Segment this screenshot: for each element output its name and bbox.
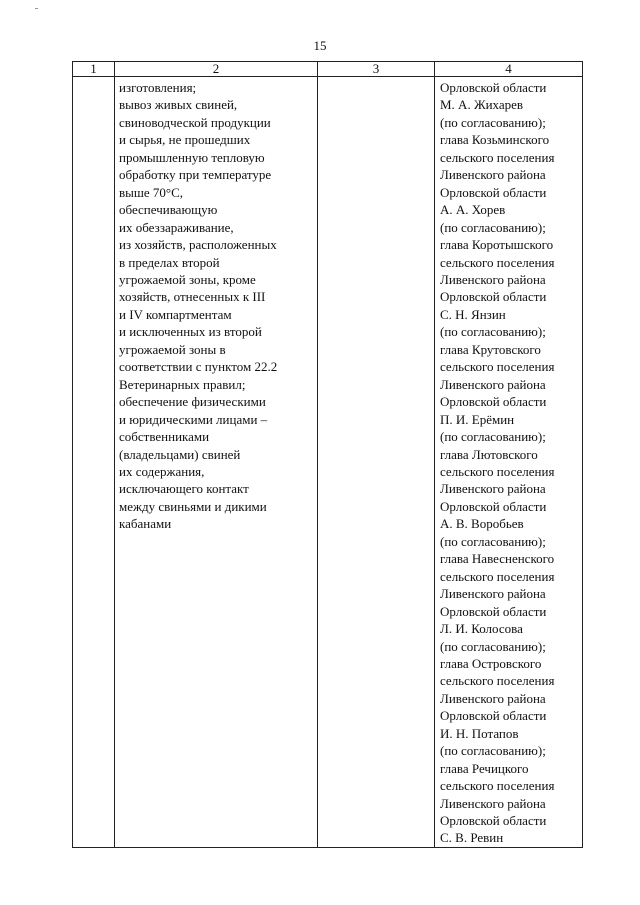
- table-header-row: [73, 62, 583, 77]
- responsible-line: Ливенского района: [440, 586, 546, 602]
- measure-line: свиноводческой продукции: [119, 114, 271, 130]
- measure-line: и исключенных из второй: [119, 324, 262, 340]
- responsible-line: П. И. Ерёмин: [440, 411, 515, 427]
- measure-line: изготовления;: [119, 80, 197, 95]
- responsible-line: Орловской области: [440, 289, 547, 305]
- responsible-line: Орловской области: [440, 603, 547, 619]
- measure-line: и IV компартментам: [119, 306, 232, 322]
- measure-line: между свиньями и дикими: [119, 498, 267, 514]
- responsible-line: Орловской области: [440, 184, 547, 200]
- responsible-line: (по согласованию);: [440, 638, 546, 654]
- measure-line: в пределах второй: [119, 254, 220, 270]
- measure-line: вывоз живых свиней,: [119, 97, 238, 113]
- responsible-line: Л. И. Колосова: [440, 621, 523, 637]
- measure-line: их содержания,: [119, 463, 205, 479]
- responsible-line: сельского поселения: [440, 568, 555, 584]
- responsible-line: Орловской области: [440, 498, 547, 514]
- responsible-line: И. Н. Потапов: [440, 725, 519, 741]
- measure-line: кабанами: [119, 516, 172, 532]
- measure-line: обработку при температуре: [119, 167, 272, 183]
- responsible-line: (по согласованию);: [440, 743, 546, 759]
- responsible-line: (по согласованию);: [440, 324, 546, 340]
- measure-line: угрожаемой зоны в: [119, 341, 226, 357]
- responsible-line: глава Островского: [440, 655, 542, 671]
- responsible-line: Орловской области: [440, 394, 547, 410]
- responsible-line: С. В. Ревин: [440, 830, 504, 846]
- column-header-1: 1: [73, 62, 115, 77]
- measure-line: угрожаемой зоны, кроме: [119, 271, 256, 287]
- responsible-line: (по согласованию);: [440, 114, 546, 130]
- responsible-line: С. Н. Янзин: [440, 306, 506, 322]
- responsible-line: сельского поселения: [440, 254, 555, 270]
- measure-text: [115, 77, 317, 533]
- column-header-3: 3: [318, 62, 435, 77]
- measure-line: соответствии с пунктом 22.2: [119, 359, 278, 375]
- responsible-line: Ливенского района: [440, 271, 546, 287]
- responsible-line: Ливенского района: [440, 795, 546, 811]
- responsible-line: А. А. Хорев: [440, 202, 506, 218]
- responsible-line: (по согласованию);: [440, 429, 546, 445]
- measures-table: [72, 61, 583, 848]
- cell-col2: [115, 77, 318, 848]
- measure-line: и сырья, не прошедших: [119, 132, 251, 148]
- responsible-line: Ливенского района: [440, 376, 546, 392]
- responsible-line: А. В. Воробьев: [440, 516, 524, 532]
- measure-line: их обеззараживание,: [119, 219, 234, 235]
- responsible-line: сельского поселения: [440, 778, 555, 794]
- measure-line: промышленную тепловую: [119, 149, 265, 165]
- responsible-line: сельского поселения: [440, 359, 555, 375]
- responsible-line: сельского поселения: [440, 673, 555, 689]
- measure-line: хозяйств, отнесенных к III: [119, 289, 266, 305]
- measure-line: из хозяйств, расположенных: [119, 237, 277, 253]
- responsible-line: Ливенского района: [440, 167, 546, 183]
- responsible-line: сельского поселения: [440, 463, 555, 479]
- responsible-line: Орловской области: [440, 708, 547, 724]
- responsible-line: глава Лютовского: [440, 446, 538, 462]
- responsible-line: М. А. Жихарев: [440, 97, 524, 113]
- measure-line: (владельцами) свиней: [119, 446, 241, 462]
- responsible-line: (по согласованию);: [440, 219, 546, 235]
- responsible-line: Орловской области: [440, 813, 547, 829]
- measure-line: обеспечивающую: [119, 202, 218, 218]
- measure-line: выше 70°С,: [119, 184, 184, 200]
- cell-col3: [318, 77, 435, 848]
- measure-line: Ветеринарных правил;: [119, 376, 246, 392]
- responsible-line: сельского поселения: [440, 149, 555, 165]
- responsible-line: глава Коротышского: [440, 237, 554, 253]
- responsible-line: (по согласованию);: [440, 533, 546, 549]
- responsible-line: Орловской области: [440, 80, 547, 95]
- responsible-persons-text: [435, 77, 582, 847]
- responsible-line: глава Речицкого: [440, 760, 529, 776]
- measure-line: обеспечение физическими: [119, 394, 266, 410]
- responsible-line: Ливенского района: [440, 690, 546, 706]
- column-header-4: 4: [435, 62, 583, 77]
- scan-artifact-mark: [35, 8, 38, 9]
- column-header-2: 2: [115, 62, 318, 77]
- page-number: 15: [313, 38, 327, 53]
- cell-col1: [73, 77, 115, 848]
- responsible-line: глава Навесненского: [440, 551, 555, 567]
- responsible-line: глава Крутовского: [440, 341, 541, 357]
- responsible-line: Ливенского района: [440, 481, 546, 497]
- measure-line: исключающего контакт: [119, 481, 249, 497]
- cell-col4: [435, 77, 583, 848]
- table-row: [73, 77, 583, 848]
- responsible-line: глава Козьминского: [440, 132, 550, 148]
- measure-line: собственниками: [119, 429, 210, 445]
- measure-line: и юридическими лицами –: [119, 411, 268, 427]
